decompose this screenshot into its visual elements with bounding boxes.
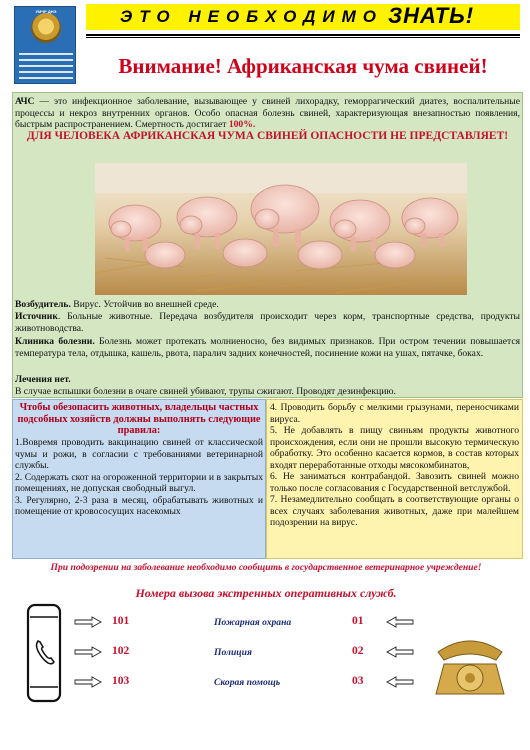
divider [86,37,520,38]
landline-number: 01 [352,615,364,627]
rule-item: 6. Не заниматься контрабандой. Завозить свиней можно только после согласования с Государственной ветслужбой. [270,471,519,494]
pathogen-text: Вирус. Устойчив во внешней среде. [70,299,219,310]
banner-strong-text: ЗНАТЬ! [388,3,475,28]
mobile-phone-icon [26,603,62,703]
arrow-left-icon [386,676,414,688]
rotary-phone-icon [430,628,510,700]
numbers-title: Номера вызова экстренных оперативных служб. [135,586,397,600]
rule-item: 4. Проводить борьбу с мелкими грызунами, переносчиками вируса. [270,402,519,425]
notice-text: При подозрении на заболевание необходимо сообщить в государственное ветеринарное учреждение! [50,562,482,573]
rule-item: 2. Содержать скот на огороженной территории и в закрытых помещениях, не допуская свободный выгул. [15,471,263,494]
clinic-paragraph [15,336,520,359]
arrow-right-icon [74,616,102,628]
page-title: Внимание! Африканская чума свиней! [118,54,488,78]
arrow-right-icon [74,676,102,688]
arrow-right-icon [74,646,102,658]
warning-text: ДЛЯ ЧЕЛОВЕКА АФРИКАНСКАЯ ЧУМА СВИНЕЙ ОПАСНОСТИ НЕ ПРЕДСТАВЛЯЕТ! [26,130,509,142]
source-label: Источник [15,311,58,322]
rule-item: 7. Незамедлительно сообщать в соответствующие органы о всех случаях заболевания животных, даже при малейшем подозрении на вирус. [270,494,519,528]
arrow-left-icon [386,646,414,658]
service-name: Полиция [214,647,252,658]
mortality-value: 100%. [228,119,256,130]
mobile-number: 101 [112,615,130,627]
pathogen-label: Возбудитель. [15,299,71,310]
piglets-photo [95,163,467,295]
mobile-number: 102 [112,645,130,657]
term: АЧС [15,96,35,107]
outbreak-text: В случае вспышки болезни в очаге свиней убивают, трупы сжигают. Проводят дезинфекцию. [15,386,396,397]
clinic-label: Клиника болезни. [15,336,95,347]
rule-item: 1.Вовремя проводить вакцинацию свиней от классической чумы и рожи, в согласии с требованиями ветеринарной службы. [15,437,263,471]
mobile-number: 103 [112,675,130,687]
arrow-left-icon [386,616,414,628]
rules-title: Чтобы обезопасить животных, владельцы частных подсобных хозяйств должны выполнять следующие правила: [17,402,261,436]
rule-item: 3. Регулярно, 2-3 раза в месяц, обрабатывать животных и помещение от кровососущих насекомых [15,494,263,517]
pathogen-paragraph [15,299,520,311]
service-name: Пожарная охрана [214,617,292,628]
landline-number: 03 [352,675,364,687]
intro-text: — это инфекционное заболевание, вызывающее у свиней лихорадку, геморрагический диатез, воспалительные процессы и некроз внутренних органов. Особо опасная болезнь свиней, характеризующая внезапностью появления, быстрым распространением. Смертность достигает [15,96,520,130]
banner-text: ЭТО НЕОБХОДИМО [120,7,383,26]
landline-number: 02 [352,645,364,657]
intro-paragraph [15,96,520,131]
emblem-logo [14,6,76,84]
rules-list-right [270,402,519,529]
source-text: . Больные животные. Передача возбудителя происходит через корм, транспортные средства, продукты животноводства. [15,311,520,334]
treatment-text: Лечения нет. [15,374,71,385]
clinic-text: Болезнь может протекать молниеносно, без видимых признаков. При остром течении повышается температура тела, отдышка, кашель, рвота, паралич задних конечностей, посинение кожи на ушах, пятачке, боках. [15,336,520,359]
rules-list-left [15,437,263,518]
service-name: Скорая помощь [214,677,281,688]
source-paragraph [15,311,520,334]
divider [86,34,520,36]
rule-item: 5. Не добавлять в пищу свиньям продукты животного происхождения, если они не прошли высокую термическую обработку. Это особенно касается кормов, в состав которых входят переработанные отходы мясокомбинатов, [270,425,519,471]
logo-text: УМЧР ДНЭ [35,9,57,14]
